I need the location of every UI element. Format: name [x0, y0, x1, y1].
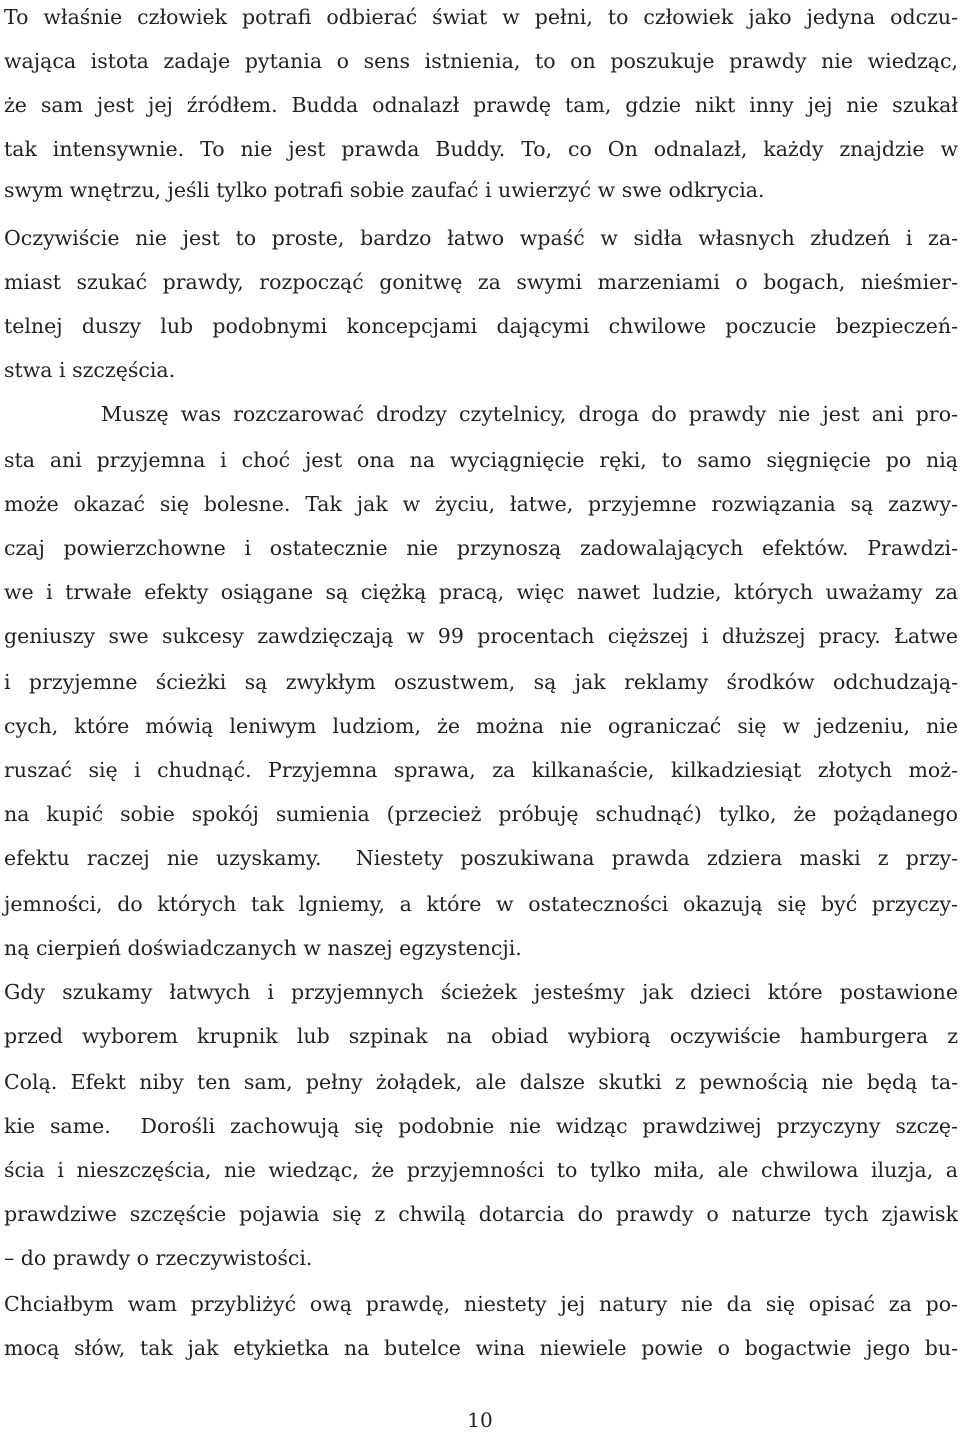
text-line: Colą. Efekt niby ten sam, pełny żołądek, ale dalsze skutki z pewnością nie będą ta-: [4, 1070, 958, 1094]
text-line: sta ani przyjemna i choć jest ona na wyciągnięcie ręki, to samo sięgnięcie po nią: [4, 448, 958, 472]
text-line: wająca istota zadaje pytania o sens istnienia, to on poszukuje prawdy nie wiedząc,: [4, 49, 958, 73]
page-number: 10: [467, 1408, 493, 1432]
text-line: Oczywiście nie jest to proste, bardzo łatwo wpaść w sidła własnych złudzeń i za-: [4, 226, 958, 250]
text-line: na kupić sobie spokój sumienia (przecież próbuję schudnąć) tylko, że pożądanego: [4, 802, 958, 826]
text-line: To właśnie człowiek potrafi odbierać świat w pełni, to człowiek jako jedyna odczu-: [4, 5, 958, 29]
text-line: ruszać się i chudnąć. Przyjemna sprawa, za kilkanaście, kilkadziesiąt złotych moż-: [4, 758, 958, 782]
text-line: miast szukać prawdy, rozpocząć gonitwę za swymi marzeniami o bogach, nieśmier-: [4, 270, 958, 294]
text-line: geniuszy swe sukcesy zawdzięczają w 99 procentach cięższej i dłuższej pracy. Łatwe: [4, 624, 958, 648]
text-line: ścia i nieszczęścia, nie wiedząc, że przyjemności to tylko miła, ale chwilowa iluzja, a: [4, 1158, 958, 1182]
text-line: cych, które mówią leniwym ludziom, że można nie ograniczać się w jedzeniu, nie: [4, 714, 958, 738]
text-line: czaj powierzchowne i ostatecznie nie przynoszą zadowalających efektów. Prawdzi-: [4, 536, 958, 560]
text-line: że sam jest jej źródłem. Budda odnalazł prawdę tam, gdzie nikt inny jej nie szukał: [4, 93, 958, 117]
text-line: kie same. Dorośli zachowują się podobnie nie widząc prawdziwej przyczyny szczę-: [4, 1114, 958, 1138]
text-line: i przyjemne ścieżki są zwykłym oszustwem, są jak reklamy środków odchudzają-: [4, 670, 958, 694]
text-line: Muszę was rozczarować drodzy czytelnicy, droga do prawdy nie jest ani pro-: [4, 402, 958, 426]
text-line: we i trwałe efekty osiągane są ciężką pracą, więc nawet ludzie, których uważamy za: [4, 580, 958, 604]
text-line: jemności, do których tak lgniemy, a które w ostateczności okazują się być przyczy-: [4, 892, 958, 916]
text-line: Gdy szukamy łatwych i przyjemnych ścieżek jesteśmy jak dzieci które postawione: [4, 980, 958, 1004]
text-line: Chciałbym wam przybliżyć ową prawdę, niestety jej natury nie da się opisać za po-: [4, 1292, 958, 1316]
text-line: może okazać się bolesne. Tak jak w życiu, łatwe, przyjemne rozwiązania są zazwy-: [4, 492, 958, 516]
text-line: swym wnętrzu, jeśli tylko potrafi sobie zaufać i uwierzyć w swe odkrycia.: [4, 178, 765, 202]
text-line: telnej duszy lub podobnymi koncepcjami dającymi chwilowe poczucie bezpieczeń-: [4, 314, 958, 338]
text-line: mocą słów, tak jak etykietka na butelce wina niewiele powie o bogactwie jego bu-: [4, 1336, 958, 1360]
text-line: prawdziwe szczęście pojawia się z chwilą dotarcia do prawdy o naturze tych zjawisk: [4, 1202, 958, 1226]
text-line: – do prawdy o rzeczywistości.: [4, 1246, 313, 1270]
text-line: efektu raczej nie uzyskamy. Niestety poszukiwana prawda zdziera maski z przy-: [4, 846, 958, 870]
text-line: tak intensywnie. To nie jest prawda Buddy. To, co On odnalazł, każdy znajdzie w: [4, 137, 958, 161]
text-line: stwa i szczęścia.: [4, 358, 176, 382]
text-line: ną cierpień doświadczanych w naszej egzystencji.: [4, 936, 522, 960]
text-line: przed wyborem krupnik lub szpinak na obiad wybiorą oczywiście hamburgera z: [4, 1024, 958, 1048]
